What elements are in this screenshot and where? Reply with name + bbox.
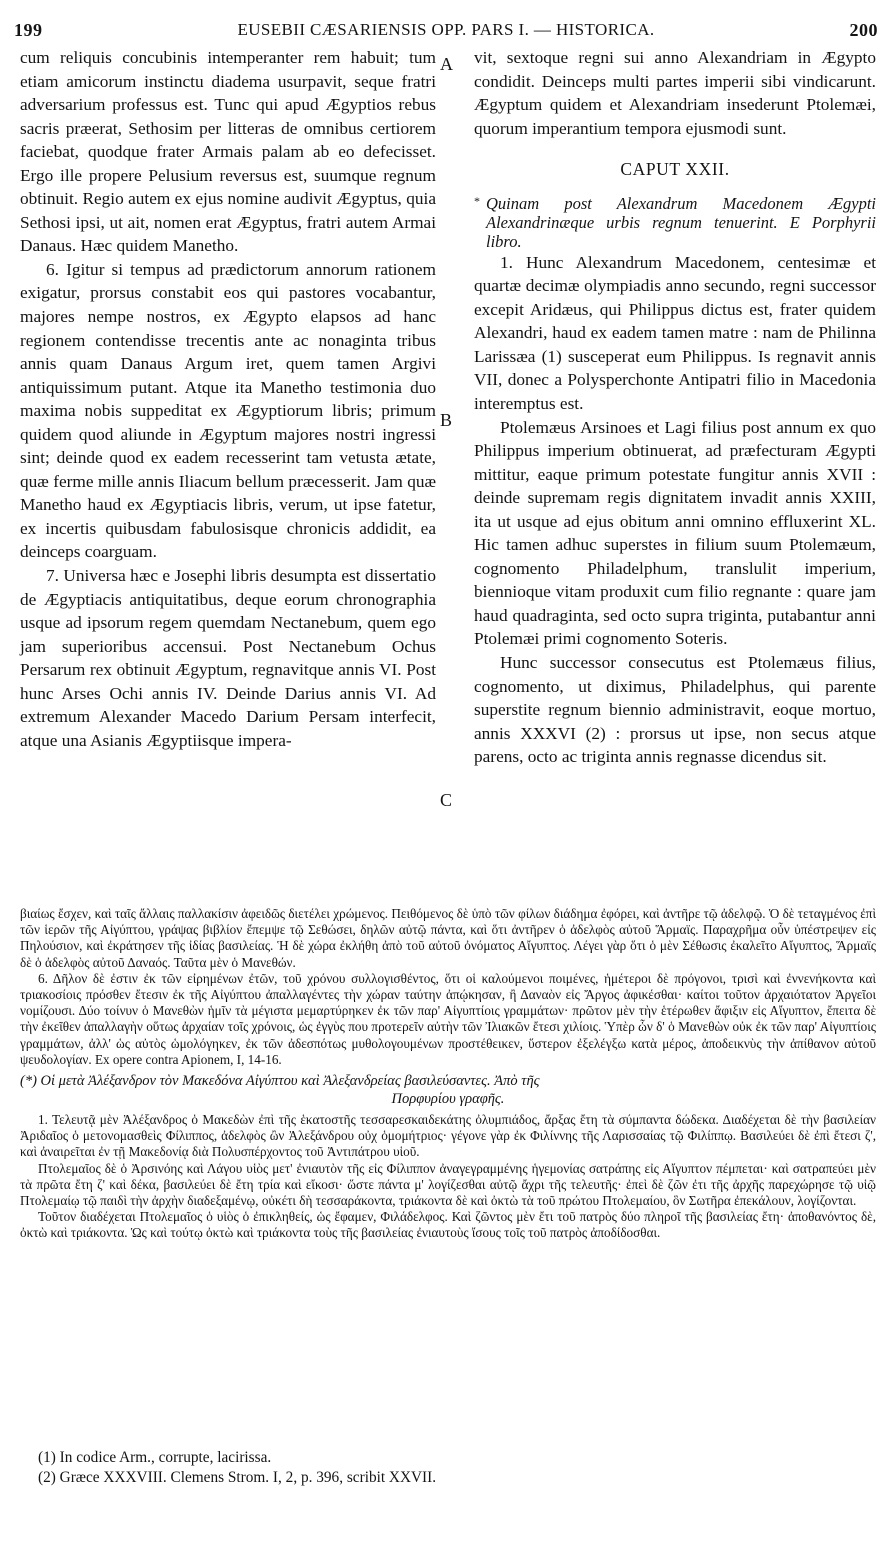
latin-paragraph: vit, sextoque regni sui anno Alexandriam in Ægypto condidit. Deinceps multi partes imperii sibi vindicarunt. Ægyptum quidem et Alexandriam insederunt Ptolemæi, quorum imperantium tempora ejusmodi sunt.: [474, 48, 876, 138]
latin-paragraph: 7. Universa hæc e Josephi libris desumpta est dissertatio de Ægyptiacis antiquitatibus, deque eorum chronographia usque ad ipsorum regem quemdam Nectanebum, quem ego jam superioribus accensui. Post Nectanebum Ochus Persarum rex obtinuit Ægyptum, regnavitque annis VI. Post hunc Arses Ochi annis IV. Deinde Darius annis VI. Ad extremum Alexander Macedo Darium Persam interfecit, atque una Asianis Ægyptiisque impera-: [20, 566, 436, 750]
margin-marker-c: C: [440, 790, 453, 810]
greek-paragraph: 1. Τελευτᾷ μὲν Ἀλέξανδρος ὁ Μακεδὼν ἐπὶ τῆς ἑκατοστῆς τεσσαρεσκαιδεκάτης ὀλυμπιάδος, ἄρξας ἔτη τὰ σύμπαντα δώδεκα. Διαδέχεται δὲ τὴν βασιλείαν Ἀριδαῖος ὁ μετονομασθεὶς Φίλιππος, ἀδελφὸς ὢν Ἀλεξάνδρου οὐχ ὁμομήτριος· γέγονε γὰρ ἐκ Φιλίννης τῆς Λαρισσαίας τῷ Φιλίππῳ. Βασιλεύει δὲ ἐπὶ ἔτεσι ζ', καὶ ἀναιρεῖται ἐν τῇ Μακεδονίᾳ διὰ Πολυσπέρχοντος τοῦ Ἀντιπάτρου υἱοῦ.: [20, 1112, 876, 1160]
greek-note-mark: (*): [20, 1073, 37, 1090]
running-title: EUSEBII CÆSARIENSIS OPP. PARS I. — HISTORICA.: [237, 20, 655, 39]
greek-paragraph: 6. Δῆλον δὲ ἐστιν ἐκ τῶν εἰρημένων ἐτῶν, τοῦ χρόνου συλλογισθέντος, ὅτι οἱ καλούμενοι ποιμένες, ἡμέτεροι δὲ πρόγονοι, τρισὶ καὶ ἐννενήκοντα καὶ τριακοσίοις πρόσθεν ἔτεσιν ἐκ τῆς Αἰγύπτου ἀπαλλαγέντες τὴν χώραν ταύτην ἀπῴκησαν, ἢ Δαναὸν εἰς Ἄργος ἀφικέσθαι· καίτοι τοῦτον ἀρχαιότατον Ἀργεῖοι νομίζουσι. Δύο τοίνυν ὁ Μανεθὼν ἡμῖν τὰ μέγιστα μεμαρτύρηκεν ἐκ τῶν παρ' Αἰγυπτίοις γραμμάτων· πρῶτον μὲν τὴν ἑτέρωθεν ἄφιξιν εἰς Αἴγυπτον, ἔπειτα δὲ τὴν ἐκεῖθεν ἀπαλλαγὴν οὕτως ἀρχαίαν τοῖς χρόνοις, ὡς ἐγγὺς που προτερεῖν αὐτὴν τῶν Ἰλιακῶν ἔτεσι χιλίοις. Ὑπὲρ ὧν δ' ὁ Μανεθὼν οὐκ ἐκ τῶν παρ' Αἰγυπτίοις γραμμάτων, ἀλλ' ὡς αὐτὸς ὡμολόγηκεν, ἐκ τῶν ἀδεσπότως μυθολογουμένων προστέθεικεν, ὕστερον ἐξελέγξω κατὰ μέρος, ἀποδεικνὺς τὴν ἀπίθανον αὐτοῦ ψευδολογίαν. Ex opere contra Apionem, I, 14-16.: [20, 970, 876, 1067]
chapter-summary-text: Quinam post Alexandrum Macedonem Ægypti Alexandrinæque urbis regnum tenuerint. E Porphyrii libro.: [486, 193, 876, 251]
chapter-summary: [474, 194, 876, 251]
footnotes: [38, 1448, 858, 1487]
footnote-1: (1) In codice Arm., corrupte, lacirissa.: [38, 1449, 272, 1466]
latin-paragraph: Hunc successor consecutus est Ptolemæus filius, cognomento, ut diximus, Philadelphus, qui parente superstite regnum biennio administravit, eoque mortuo, annis XXXVI (2) : prorsus ut ipse, non secus atque parens, octo ac triginta annis regnasse dicendus sit.: [474, 653, 876, 767]
greek-title-line-1: Οἱ μετὰ Ἀλέξανδρον τὸν Μακεδόνα Αἰγύπτου καὶ Ἀλεξανδρείας βασιλεύσαντες. Ἀπὸ τῆς: [40, 1073, 540, 1090]
latin-paragraph: 1. Hunc Alexandrum Macedonem, centesimæ et quartæ decimæ olympiadis anno secundo, regni successor excepit Aridæus, qui Philippus dictus est, frater quidem Alexandri, haud ex eadem tamen matre : nam de Philinna Larissæa (1) susceperat eum Philippus. Is regnavit annis VII, donec a Polysperchonte Antipatri filio in Macedonia interemptus est.: [474, 252, 876, 414]
latin-paragraph: Ptolemæus Arsinoes et Lagi filius post annum ex quo Philippus imperium obtinuerat, ad præfecturam Ægypti mittitur, eaque primum potestate fungitur annis XVII : deinde supremam regis dignitatem invadit annis XXIII, ita ut usque ad ejus obitum anni omnino effluxerint XL. Hic tamen adhuc superstes in filium suum Ptolemæum, cognomento Philadelphum, translulit imperium, biennioque vitam produxit cum filio regnante : quare jam haud quadraginta, sed octo supra triginta, putabantur anni Ptolemæi primi cognomento Soteris.: [474, 417, 876, 649]
greek-paragraph: Πτολεμαῖος δὲ ὁ Ἀρσινόης καὶ Λάγου υἱὸς μετ' ἐνιαυτὸν τῆς εἰς Φίλιππον ἀναγεγραμμένης ἡγεμονίας σατράπης εἰς Αἴγυπτον πέμπεται· καὶ σατραπεύει μὲν τὰ πρῶτα ἔτη ζ' καὶ δέκα, βασιλεύει δὲ ἔτη τρία καὶ εἴκοσι· ὥστε πάντα μ' λογίζεσθαι αὐτῷ ἄχρι τῆς τελευτῆς· ἐπεὶ δὲ ζῶν ἐτι τῆς ἀρχῆς παρεχώρησε τῷ υἱῷ Πτολεμαίῳ τῷ παιδὶ τὴν ἀρχὴν διαδεξαμένῳ, οὐκέτι δὴ τεσσαράκοντα, τριάκοντα δὲ καὶ ὀκτὼ τὰ τοῦ πρώτου Πτολεμαίου, ὃν Σωτῆρα ἐπεκάλουν, λογίζονται.: [20, 1160, 876, 1209]
page-number-left: 199: [14, 20, 43, 40]
greek-title-line-2: Πορφυρίου γραφῆς.: [391, 1091, 505, 1108]
margin-marker-b: B: [440, 410, 453, 430]
page-number-right: 200: [849, 20, 878, 40]
greek-chapter-title: [20, 1072, 876, 1108]
page-header: [14, 14, 878, 42]
footnote-2: (2) Græce XXXVIII. Clemens Strom. I, 2, p. 396, scribit XXVII.: [38, 1468, 437, 1486]
margin-marker-a: A: [440, 54, 453, 74]
latin-paragraph: cum reliquis concubinis intemperanter rem habuit; tum etiam amicorum instinctu diadema usurpavit, seque fratri adversarium professus est. Tunc qui apud Ægyptios rebus sacris præerat, Sethosim per litteras de omnibus certiorem faciebat, quodque frater Armais palam ab eo defecisset. Ergo ille propere Pelusium reversus est, suumque regnum obtinuit. Regio autem ex ejus nomine audivit Ægyptus, quia Sethosi ipsi, ut ait, nomen erat Ægyptus, fratri autem Armai Danaus. Hæc quidem Manetho.: [20, 48, 436, 256]
chapter-title: CAPUT XXII.: [620, 159, 730, 180]
greek-paragraph: Τοῦτον διαδέχεται Πτολεμαῖος ὁ υἱὸς ὁ ἐπικληθείς, ὡς ἔφαμεν, Φιλάδελφος. Καὶ ζῶντος μὲν ἔτι τοῦ πατρὸς δύο πληροῖ τῆς βασιλείας ἔτη· ἀποθανόντος δὲ, ὀκτὼ καὶ τριάκοντα. Ὡς καὶ τούτῳ ὀκτὼ καὶ τριάκοντα τοὺς τῆς βασιλείας ἐνιαυτοὺς ἴσους τοῖς τοῦ πατρὸς ἀποδίδοσθαι.: [20, 1209, 876, 1241]
latin-paragraph: 6. Igitur si tempus ad prædictorum annorum rationem exigatur, prorsus constabit eos qui pastores vocabantur, majores nempe nostros, ex Ægypto elapsos ad hanc regionem contendisse trecentis ante ac nonaginta tribus annis quam Danaus Argum iret, quem tamen Argivi antiquissimum putant. Atque ita Manetho testimonia duo maxima nobis suppeditat ex Ægyptiorum libris; primum quidem quod aliunde in Ægyptum majores nostri ingressi sint; deinde quod ex eadem recesserint tam vetusta ætate, quæ ferme mille annis Iliacum bellum præcesserit. Jam quæ Manetho haud ex Ægyptiacis libris, verum, ut ipse fatetur, ex incertis quibusdam fabulosisque chronicis addidit, ea deinceps coarguam.: [20, 259, 436, 562]
latin-right-column: [474, 46, 876, 769]
greek-paragraph: βιαίως ἔσχεν, καὶ ταῖς ἄλλαις παλλακίσιν ἀφειδῶς διετέλει χρώμενος. Πειθόμενος δὲ ὑπὸ τῶν φίλων διάδημα ἐφόρει, καὶ ἀντῆρε τῷ ἀδελφῷ. Ὁ δὲ τεταγμένος ἐπὶ τῶν ἱερῶν τῆς Αἰγύπτου, γράψας βιβλίον ἔπεμψε τῷ Σεθώσει, δηλῶν αὐτῷ πάντα, καὶ ὅτι ἀντῆρεν ὁ ἀδελφὸς αὐτοῦ Ἅρμαϊς. Παραχρῆμα οὖν ὑπέστρεψεν εἰς Πηλούσιον, καὶ ἐκράτησεν τῆς ἰδίας βασιλείας. Ἡ δὲ χώρα ἐκλήθη ἀπὸ τοῦ αὐτοῦ ὀνόματος Αἴγυπτος. Λέγει γὰρ ὅτι ὁ μὲν Σέθωσις ἐκαλεῖτο Αἴγυπτος, Ἅρμαϊς δὲ ὁ ἀδελφὸς αὐτοῦ Δαναός. Ταῦτα μὲν ὁ Μανεθών.: [20, 906, 876, 970]
latin-left-column: [20, 46, 436, 752]
greek-text-block: [20, 906, 876, 1242]
summary-note-mark: *: [474, 193, 480, 208]
